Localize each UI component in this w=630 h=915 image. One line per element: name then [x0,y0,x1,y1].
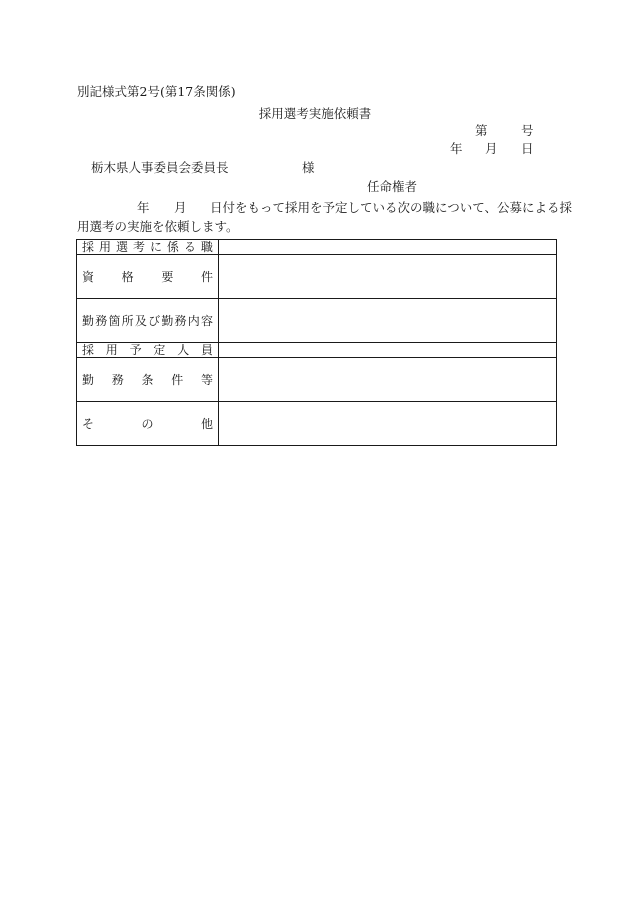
row-value[interactable] [219,343,557,358]
row-label [77,255,219,299]
row-label [77,343,219,358]
row-label [77,402,219,446]
body-year-label: 年 [137,200,150,215]
label-char: に [149,240,162,254]
label-char: 容 [200,313,213,328]
body-month-label: 月 [174,200,187,215]
row-label-text [82,271,213,283]
label-char: 他 [200,416,213,431]
label-char: 用 [105,343,118,357]
row-value[interactable] [219,299,557,343]
label-char: 務 [111,372,124,387]
label-char: 勤 [82,313,95,328]
label-char: そ [82,416,95,431]
label-char: 条 [141,372,154,387]
appointing-authority: 任命権者 [367,179,418,194]
body-line-1-text: 日付をもって採用を予定している次の職について、公募による採 [210,200,573,215]
row-label-text [82,418,213,430]
doc-number-suffix: 号 [521,123,534,138]
label-char: び [148,313,161,328]
label-char: 採 [82,343,95,357]
label-char: 選 [115,240,128,254]
label-char: 務 [95,313,108,328]
table-row [77,255,557,299]
request-table [76,239,557,446]
row-value[interactable] [219,240,557,255]
label-char: 員 [200,343,213,357]
date-month-label: 月 [485,141,498,156]
label-char: 勤 [82,372,95,387]
label-char: 件 [171,372,184,387]
label-char: 務 [174,313,187,328]
body-line-2: 用選考の実施を依頼します。 [77,219,239,234]
label-char: 格 [121,269,134,284]
table-row [77,402,557,446]
label-char: 資 [82,269,95,284]
row-label [77,358,219,402]
date-day-label: 日 [521,141,534,156]
body-line-1 [77,198,573,217]
table-row [77,240,557,255]
row-label-text [82,344,213,356]
row-value[interactable] [219,358,557,402]
table-row [77,299,557,343]
table-row [77,343,557,358]
honorific: 様 [302,160,315,175]
row-value[interactable] [219,255,557,299]
request-body [77,198,573,236]
label-char: 内 [187,313,200,328]
label-char: 等 [200,372,213,387]
label-char: 要 [161,269,174,284]
label-char: 用 [98,240,111,254]
row-label-text [82,315,213,327]
doc-number-prefix: 第 [475,123,488,138]
label-char: の [141,416,154,431]
label-char: 定 [153,343,166,357]
label-char: 職 [200,240,213,254]
label-char: 考 [132,240,145,254]
addressee: 栃木県人事委員会委員長 [91,160,229,175]
row-label [77,240,219,255]
row-value[interactable] [219,402,557,446]
label-char: 人 [177,343,190,357]
label-char: 採 [82,240,95,254]
form-label: 別記様式第2号(第17条関係) [77,84,236,99]
document-title: 採用選考実施依頼書 [258,106,372,121]
label-char: 及 [134,313,147,328]
row-label-text [82,241,213,253]
label-char: 件 [200,269,213,284]
label-char: 予 [129,343,142,357]
label-char: 勤 [161,313,174,328]
label-char: 所 [121,313,134,328]
label-char: る [183,240,196,254]
table-row [77,358,557,402]
label-char: 係 [166,240,179,254]
row-label-text [82,374,213,386]
label-char: 箇 [108,313,121,328]
date-year-label: 年 [450,141,463,156]
row-label [77,299,219,343]
